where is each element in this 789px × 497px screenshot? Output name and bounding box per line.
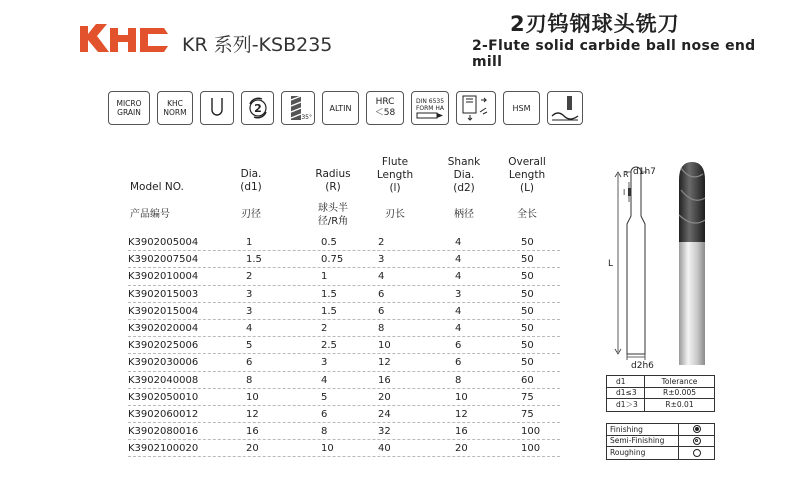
table-row [128,406,560,423]
table-cell: 8 [455,374,462,386]
table-cell: 3 [246,288,253,300]
table-cell: 50 [521,237,534,248]
table-cell: 50 [521,322,534,334]
table-cell: 8 [321,426,328,438]
flute-count-text: 2 [253,102,262,115]
table-cell: 100 [521,443,541,455]
table-cell: 1 [321,271,328,283]
micro-grain-badge: MICRO GRAIN [108,91,150,125]
table-cell: 24 [378,408,391,420]
tolerance-header-d1: d1 [607,376,645,387]
din-shank-badge: DIN 6535 FORM HA [411,91,449,125]
table-row [128,303,560,320]
table-cell: 5 [246,340,253,352]
hrc-badge: HRC ＜58 [366,91,404,125]
double-circle-icon [693,425,701,433]
header-model-no-cn: 产品编号 [130,209,170,220]
header-dia: Dia. (d1) [240,168,262,193]
table-cell: 8 [246,374,253,386]
semi-finishing-label: Semi-Finishing [607,436,679,447]
tolerance-cell: R±0.005 [663,388,696,398]
model-number-cell: K3902040008 [128,374,199,386]
diagram-d2-label: d2h6 [631,361,654,370]
tolerance-header-tolerance: Tolerance [661,376,698,386]
table-cell: 2 [378,237,385,248]
table-cell: 50 [521,340,534,352]
diagram-l-label: l [623,188,626,197]
table-cell: 1.5 [321,305,337,317]
table-row [128,251,560,268]
table-cell: 75 [521,391,534,403]
header-flute-length: Flute Length (l) [376,156,414,194]
table-row [128,372,560,389]
header-shank-dia: Shank Dia. (d2) [447,156,481,194]
diagram-d1-label: d1h7 [633,167,656,177]
table-cell: 16 [246,426,259,438]
table-cell: 5 [321,391,328,403]
model-number-cell: K3902015003 [128,288,199,300]
table-cell: 8 [378,322,385,334]
diagram-r-label: R [623,170,629,179]
table-cell: 4 [378,271,385,283]
table-cell: 10 [378,340,391,352]
table-cell: 75 [521,408,534,420]
table-cell: 20 [455,443,468,455]
table-cell: 6 [321,408,328,420]
table-cell: 10 [455,391,468,403]
model-number-cell: K3902030006 [128,357,199,369]
model-number-cell: K3902050010 [128,391,199,403]
table-cell: 0.5 [321,237,337,248]
table-cell: 1.5 [321,288,337,300]
model-number-cell: K3902060012 [128,408,199,420]
table-cell: 12 [246,408,259,420]
product-table [128,234,560,457]
table-cell: 20 [246,443,259,455]
flute-count-icon [241,91,274,125]
table-cell: 12 [455,408,468,420]
table-cell: 10 [321,443,334,455]
tolerance-cell: d1＞3 [607,399,645,411]
header-dia-cn: 刃径 [241,209,261,220]
table-cell: 6 [378,288,385,300]
table-cell: 6 [246,357,253,369]
table-cell: 50 [521,288,534,300]
model-number-cell: K3902025006 [128,340,199,352]
table-row [128,320,560,337]
diagram-L-label: L [608,259,614,269]
model-number-cell: K3902015004 [128,305,199,317]
table-cell: 12 [378,357,391,369]
table-cell: 60 [521,374,534,386]
roughing-label: Roughing [607,447,679,459]
helix-angle-icon [281,91,315,125]
khc-norm-badge: KHC NORM [157,91,193,125]
finishing-label: Finishing [607,424,679,435]
table-row [128,337,560,354]
table-cell: 50 [521,305,534,317]
table-cell: 4 [246,322,253,334]
header-flute-length-cn: 刃长 [385,209,405,220]
product-title-en: 2-Flute solid carbide ball nose end mill [472,38,756,70]
hsm-badge: HSM [503,91,540,125]
table-cell: 10 [246,391,259,403]
table-cell: 2.5 [321,340,337,352]
helix-angle-text: 35° [301,114,312,121]
table-cell: 3 [455,288,462,300]
table-row [128,354,560,371]
header-shank-dia-cn: 柄径 [454,209,474,220]
table-cell: 16 [455,426,468,438]
empty-circle-icon [693,449,701,457]
table-row [128,423,560,440]
product-title-cn: 2刃钨钢球头铣刀 [510,12,680,36]
header-radius: Radius (R) [315,168,351,193]
cutting-directions-icon [456,91,496,125]
table-cell: 6 [378,305,385,317]
khc-logo [80,18,170,58]
table-cell: 4 [455,254,462,266]
table-row [128,286,560,303]
table-cell: 1.5 [246,254,262,266]
header-overall-length: Overall Length (L) [508,156,546,194]
ball-nose-icon [200,91,234,125]
table-cell: 100 [521,426,541,438]
model-number-cell: K3902007504 [128,254,199,266]
table-cell: 4 [455,271,462,283]
tolerance-table [606,375,715,412]
table-row [128,389,560,406]
table-cell: 0.75 [321,254,344,266]
end-mill-diagram [605,160,717,370]
table-cell: 50 [521,357,534,369]
table-cell: 3 [321,357,328,369]
header-radius-cn: 球头半 径/R角 [317,203,349,227]
table-cell: 20 [378,391,391,403]
feature-icons [108,91,583,125]
model-number-cell: K3902020004 [128,322,199,334]
table-cell: 3 [246,305,253,317]
coating-badge: ALTIN [322,91,359,125]
table-cell: 3 [378,254,385,266]
model-number-cell: K3902080016 [128,426,199,438]
table-cell: 4 [455,322,462,334]
model-number-cell: K3902005004 [128,237,199,248]
table-cell: 6 [455,357,462,369]
model-number-cell: K3902010004 [128,271,199,283]
table-cell: 50 [521,254,534,266]
table-cell: 32 [378,426,391,438]
table-cell: 1 [246,237,253,248]
table-row [128,440,560,457]
table-cell: 6 [455,340,462,352]
series-name: KR 系列-KSB235 [182,34,333,56]
table-cell: 50 [521,271,534,283]
table-cell: 4 [455,237,462,248]
table-row [128,234,560,251]
model-number-cell: K3902100020 [128,443,199,455]
table-cell: 2 [321,322,328,334]
header-model-no: Model NO. [130,181,184,193]
single-circle-icon [693,437,701,445]
header-overall-length-cn: 全长 [517,209,537,220]
tolerance-cell: R±0.01 [665,400,694,410]
table-cell: 4 [321,374,328,386]
table-cell: 16 [378,374,391,386]
table-cell: 4 [455,305,462,317]
table-row [128,268,560,285]
tolerance-cell: d1≤3 [607,388,645,399]
table-cell: 40 [378,443,391,455]
application-table [606,423,715,460]
ramping-icon [547,91,583,125]
table-cell: 2 [246,271,253,283]
